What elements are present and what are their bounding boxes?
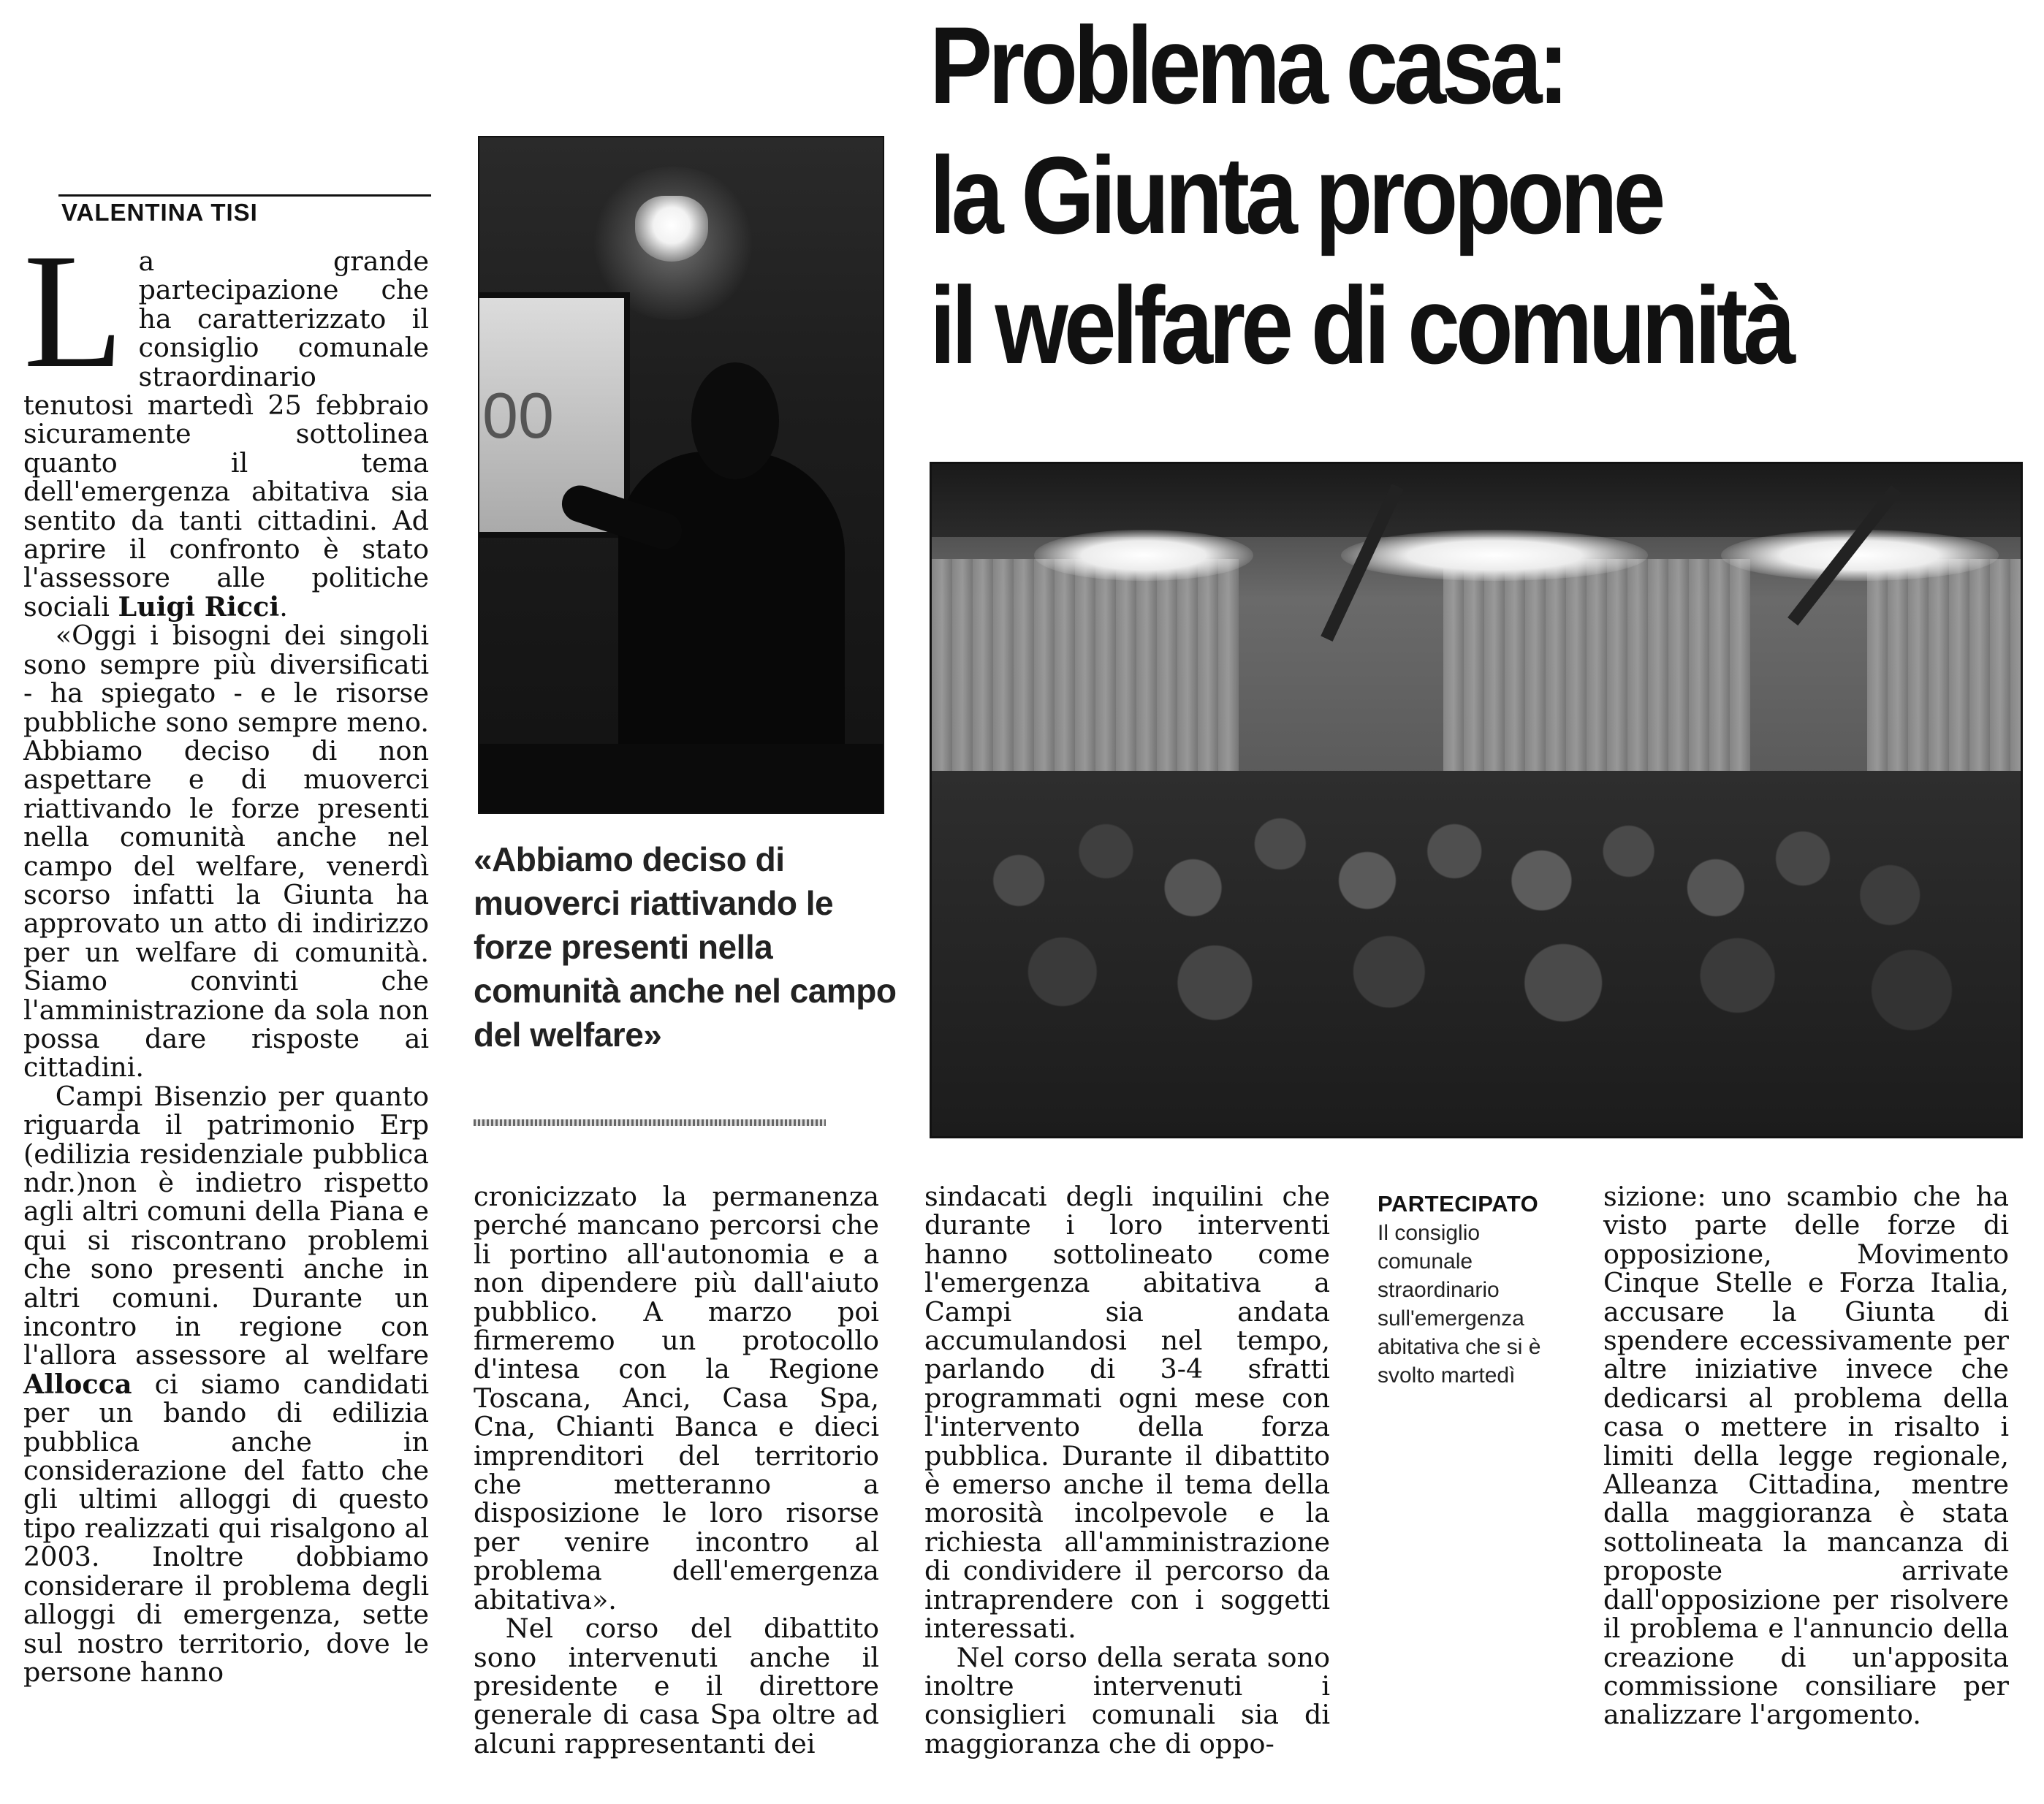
speaker-photo — [478, 136, 884, 814]
table — [479, 744, 883, 812]
article-paragraph: sindacati degli inquilini che durante i loro interventi hanno sottolineato come l'emergenza abitativa a Campi sia andata accumulandosi nel tempo, parlando di 3-4 sfratti programmati ogni mese con l'intervento della forza pubblica. Durante il dibattito è emerso anche il tema della morosità incolpevole e la richiesta all'amministrazione di condividere il percorso da intraprendere con i soggetti interessati. — [924, 1181, 1330, 1645]
pull-quote: «Abbiamo deciso di muoverci riattivando le forze presenti nella comunità anche nel campo del welfare» — [474, 840, 897, 1054]
article-column-2 — [474, 1182, 879, 1758]
headline-line: la Giunta propone — [930, 134, 1662, 256]
caption-title: PARTECIPATO — [1378, 1191, 1539, 1217]
article-column-4 — [1603, 1182, 2009, 1729]
caption-text: Il consiglio comunale straordinario sull'emergenza abitativa che si è svolto martedì — [1378, 1221, 1541, 1388]
ceiling — [932, 464, 2021, 537]
article-paragraph: sizione: uno scambio che ha visto parte delle forze di opposizione, Movimento Cinque Stelle e Forza Italia, accusare la Giunta di spendere eccessivamente per altre iniziative invece che dedicarsi al problema della casa o mettere in risalto i limiti della legge regionale, Alleanza Cittadina, mentre dalla maggioranza è stata sottolineata la mancanza di proposte arrivate dall'opposizione per risolvere il problema e l'annuncio della creazione di un'apposita commissione consiliare per analizzare l'argomento. — [1603, 1181, 2009, 1731]
ceiling-light — [1341, 530, 1648, 581]
audience — [932, 771, 2021, 1136]
article-column-3 — [924, 1182, 1330, 1758]
council-hall-photo — [930, 462, 2023, 1138]
article-column-1 — [23, 219, 429, 1688]
lamp — [635, 196, 708, 262]
article-paragraph: cronicizzato la permanenza perché mancano percorsi che li portino all'autonomia e a non dipendere più dall'aiuto pubblico. A marzo poi firmeremo un protocollo d'intesa con la Regione Toscana, Anci, Casa Spa, Cna, Chianti Banca e dieci imprenditori del territorio che metteranno a disposizione le loro risorse per venire incontro al problema dell'emergenza abitativa». — [474, 1181, 879, 1615]
article-text: Campi Bisenzio per quanto riguarda il patrimonio Erp (edilizia residenziale pubblica ndr.)non è indietro rispetto agli altri comuni della Piana e qui si riscontrano problemi che sono presenti anche in altri comuni. Durante un incontro in regione con l'allora assessore al welfare — [23, 1080, 429, 1371]
byline: VALENTINA TISI — [61, 199, 258, 226]
article-paragraph — [23, 1082, 429, 1687]
pull-quote-rule — [474, 1119, 826, 1126]
speaker-silhouette — [618, 452, 845, 758]
speaker-head — [691, 362, 779, 479]
person-name: Luigi Ricci — [118, 590, 280, 623]
photo-caption — [1378, 1190, 1575, 1390]
article-paragraph: Nel corso della serata sono inoltre intervenuti i consiglieri comunali sia di maggioranza che di oppo- — [924, 1641, 1330, 1759]
ceiling-light — [1034, 530, 1253, 581]
headline-line: il welfare di comunità — [930, 264, 1792, 387]
byline-rule — [58, 194, 431, 197]
article-text: ci siamo candidati per un bando di edilizia pubblica anche in considerazione del fatto che gli ultimi alloggi di questo tipo realizzati qui risalgono al 2003. Inoltre dobbiamo considerare il problema degli alloggi di emergenza, sette sul nostro territorio, dove le persone hanno — [23, 1368, 429, 1688]
drop-cap: L — [23, 219, 124, 402]
article-paragraph: Nel corso del dibattito sono intervenuti anche il presidente e il direttore generale di casa Spa oltre ad alcuni rappresentanti dei — [474, 1613, 879, 1759]
screen-text: 00 — [482, 379, 554, 452]
headline-line: Problema casa: — [930, 4, 1565, 126]
article-text: . — [279, 590, 288, 623]
article-paragraph: «Oggi i bisogni dei singoli sono sempre più diversificati - ha spiegato - e le risorse pubbliche sono sempre meno. Abbiamo deciso di non aspettare e di muoverci riattivando le forze presenti nella comunità anche nel campo del welfare, venerdì scorso infatti la Giunta ha approvato un atto di indirizzo per un welfare di comunità. Siamo convinti che l'amministrazione da sola non possa dare risposte ai cittadini. — [23, 620, 429, 1084]
headline — [930, 0, 1885, 390]
article-paragraph — [23, 219, 429, 623]
article-text: a grande partecipazione che ha caratterizzato il consiglio comunale straordinario tenutosi martedì 25 febbraio sicuramente sottolinea quanto il tema dell'emergenza abitativa sia sentito da tanti cittadini. Ad aprire il confronto è stato l'assessore alle politiche sociali — [23, 246, 429, 623]
person-name: Allocca — [23, 1368, 132, 1400]
